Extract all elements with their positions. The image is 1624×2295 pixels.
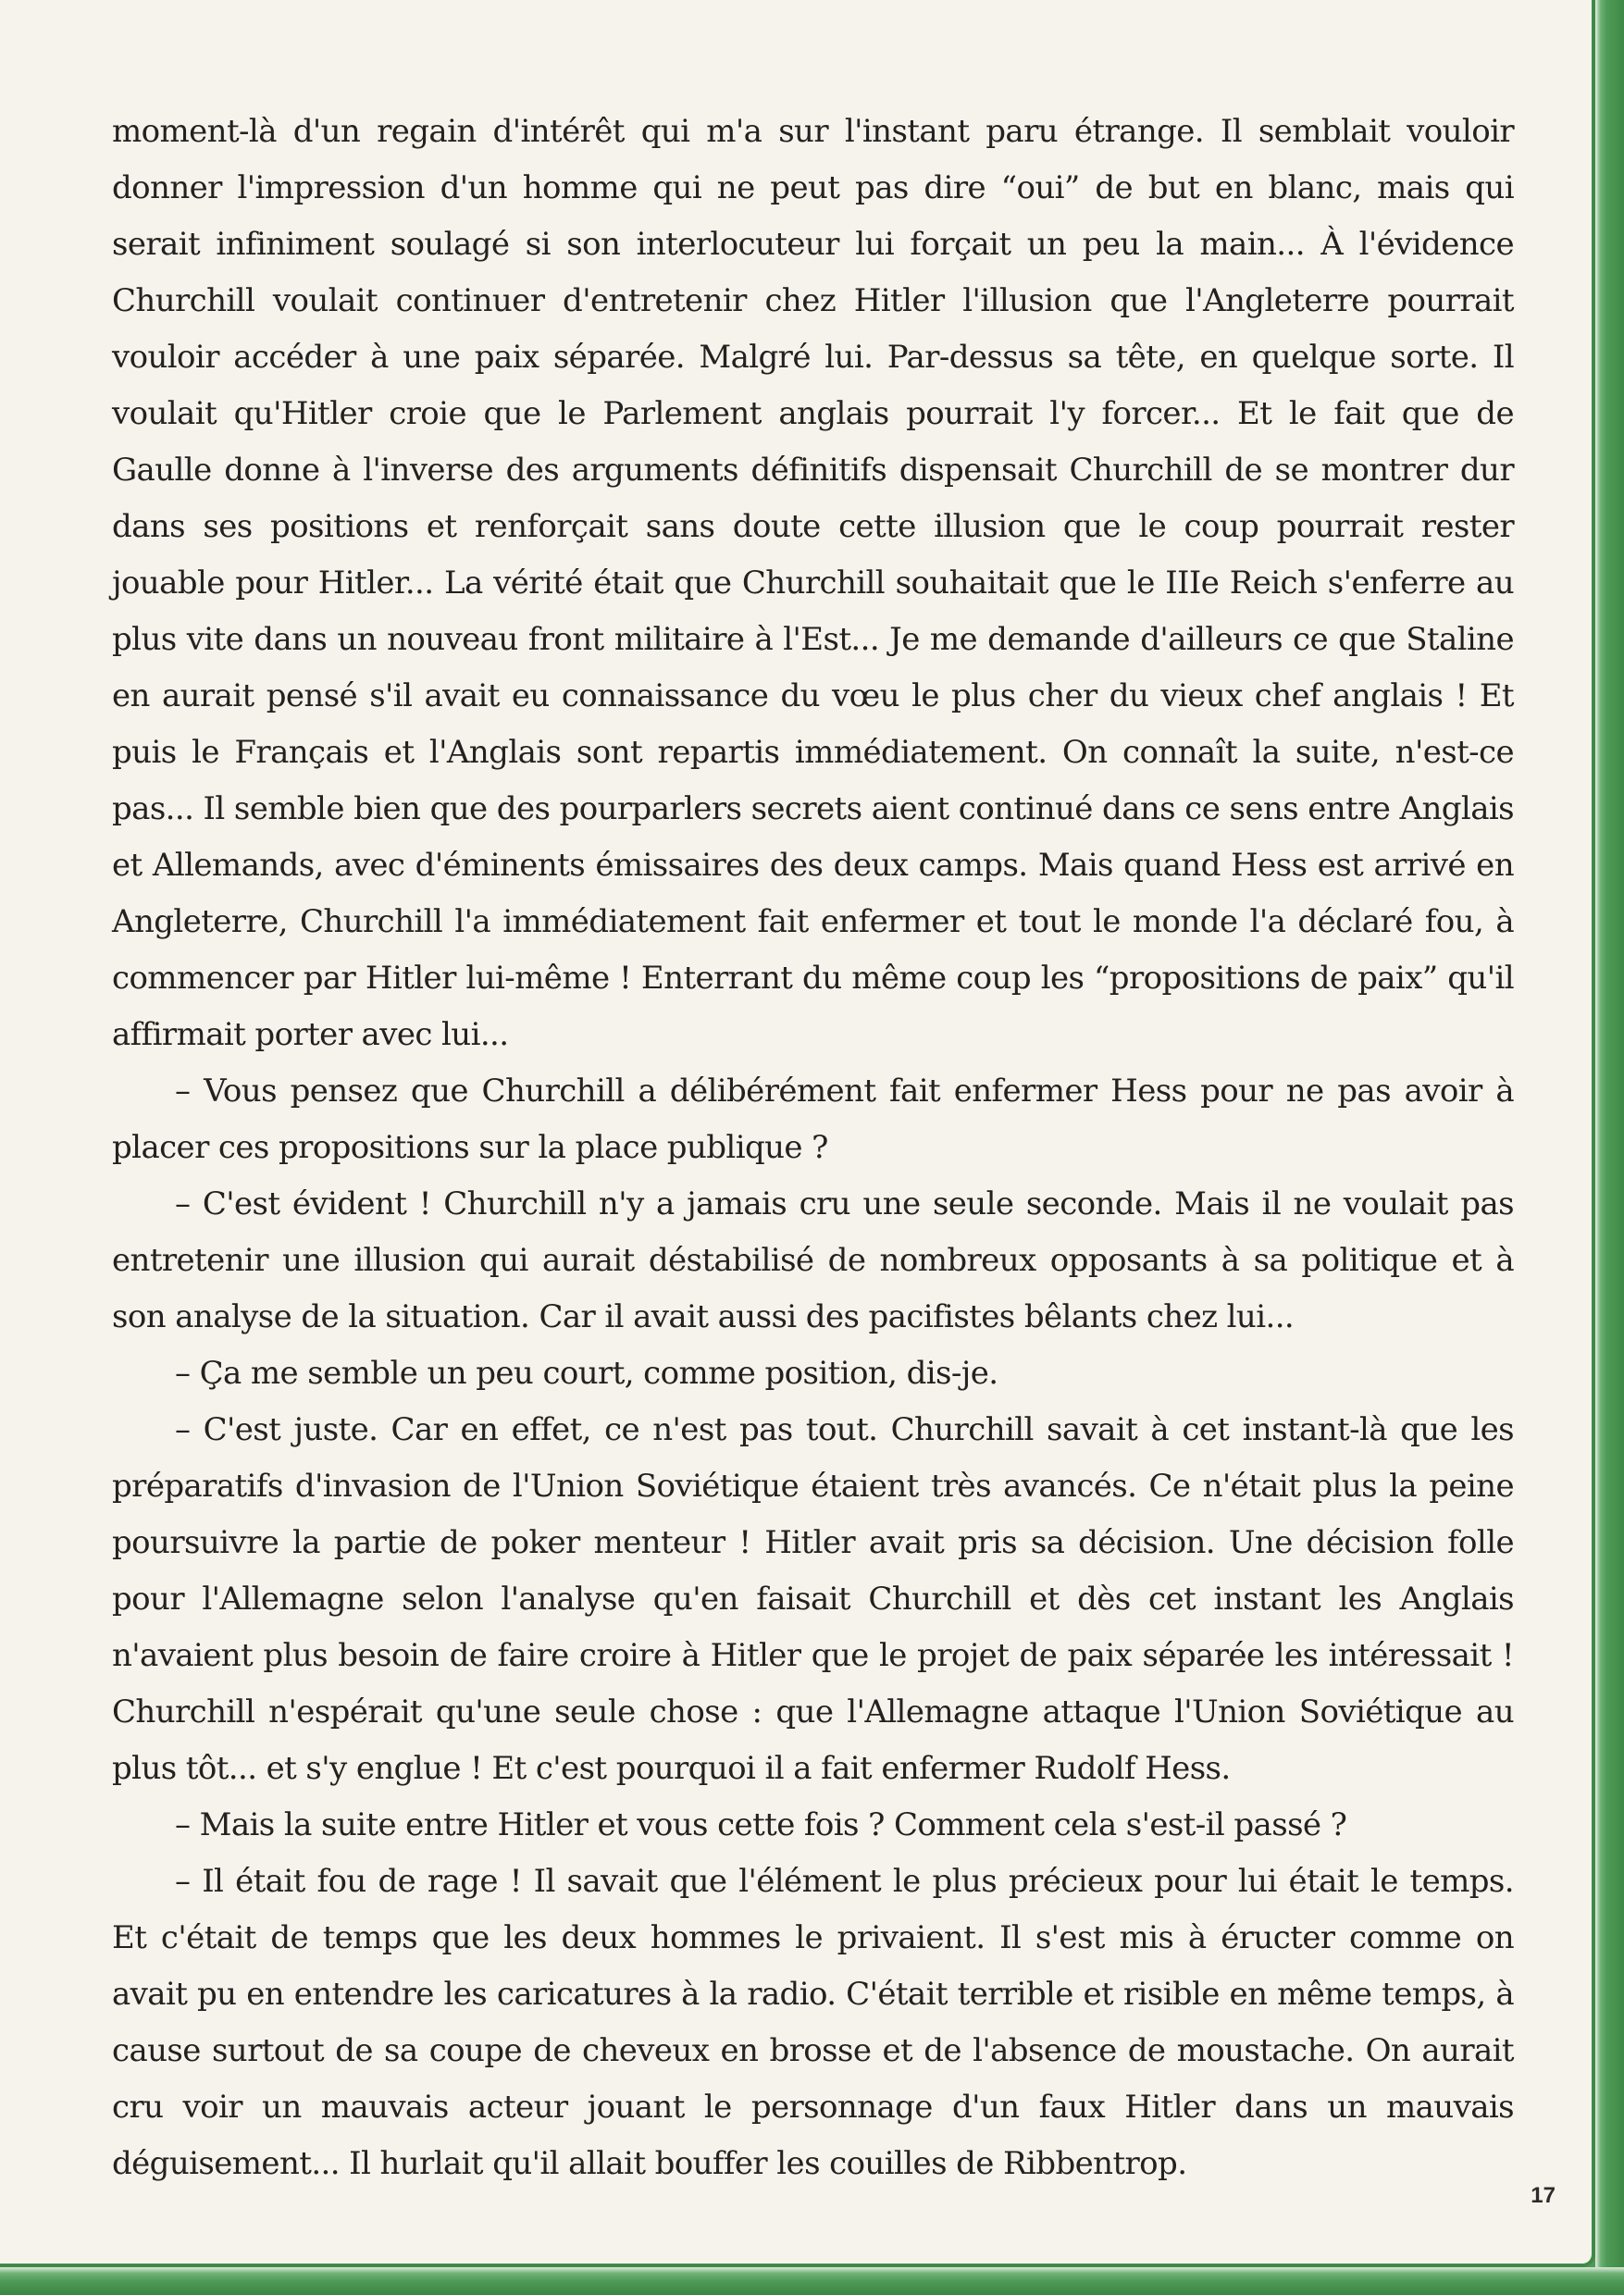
page-edge-border: [0, 2267, 1624, 2295]
dialogue-paragraph: – Vous pensez que Churchill a délibérément fait enfermer Hess pour ne pas avoir à placer ces propositions sur la place publique ?: [112, 1073, 1514, 1166]
dialogue-paragraph: – Il était fou de rage ! Il savait que l'élément le plus précieux pour lui était le temps. Et c'était de temps que les deux hommes le privaient. Il s'est mis à éructer comme on avait pu en entendre les caricatures à la radio. C'était terrible et risible en même temps, à cause surtout de sa coupe de cheveux en brosse et de l'absence de moustache. On aurait cru voir un mauvais acteur jouant le personnage d'un faux Hitler dans un mauvais déguisement... Il hurlait qu'il allait bouffer les couilles de Ribbentrop.: [112, 1863, 1514, 2182]
dialogue-paragraph: – Ça me semble un peu court, comme position, dis-je.: [175, 1355, 998, 1392]
dialogue-paragraph: – C'est évident ! Churchill n'y a jamais cru une seule seconde. Mais il ne voulait pas entretenir une illusion qui aurait déstabilisé de nombreux opposants à sa politique et à son analyse de la situation. Car il avait aussi des pacifistes bêlants chez lui...: [112, 1185, 1514, 1335]
page-edge-border: [1595, 0, 1624, 2295]
body-text: [112, 104, 1514, 2192]
dialogue-paragraph: – Mais la suite entre Hitler et vous cette fois ? Comment cela s'est-il passé ?: [175, 1806, 1347, 1843]
page-number: 17: [1531, 2183, 1556, 2208]
paragraph-continuation: moment-là d'un regain d'intérêt qui m'a sur l'instant paru étrange. Il semblait vouloir donner l'impression d'un homme qui ne peut pas dire “oui” de but en blanc, mais qui serait infiniment soulagé si son interlocuteur lui forçait un peu la main... À l'évidence Churchill voulait continuer d'entretenir chez Hitler l'illusion que l'Angleterre pourrait vouloir accéder à une paix séparée. Malgré lui. Par-dessus sa tête, en quelque sorte. Il voulait qu'Hitler croie que le Parlement anglais pourrait l'y forcer... Et le fait que de Gaulle donne à l'inverse des arguments définitifs dispensait Churchill de se montrer dur dans ses positions et renforçait sans doute cette illusion que le coup pourrait rester jouable pour Hitler... La vérité était que Churchill souhaitait que le IIIe Reich s'enferre au plus vite dans un nouveau front militaire à l'Est... Je me demande d'ailleurs ce que Staline en aurait pensé s'il avait eu connaissance du vœu le plus cher du vieux chef anglais ! Et puis le Français et l'Anglais sont repartis immédiatement. On connaît la suite, n'est-ce pas... Il semble bien que des pourparlers secrets aient continué dans ce sens entre Anglais et Allemands, avec d'éminents émissaires des deux camps. Mais quand Hess est arrivé en Angleterre, Churchill l'a immédiatement fait enfermer et tout le monde l'a déclaré fou, à commencer par Hitler lui-même ! Enterrant du même coup les “propositions de paix” qu'il affirmait porter avec lui...: [112, 113, 1514, 1053]
dialogue-paragraph: – C'est juste. Car en effet, ce n'est pas tout. Churchill savait à cet instant-là que les préparatifs d'invasion de l'Union Soviétique étaient très avancés. Ce n'était plus la peine poursuivre la partie de poker menteur ! Hitler avait pris sa décision. Une décision folle pour l'Allemagne selon l'analyse qu'en faisait Churchill et dès cet instant les Anglais n'avaient plus besoin de faire croire à Hitler que le projet de paix séparée les intéressait ! Churchill n'espérait qu'une seule chose : que l'Allemagne attaque l'Union Soviétique au plus tôt... et s'y englue ! Et c'est pourquoi il a fait enfermer Rudolf Hess.: [112, 1411, 1514, 1787]
